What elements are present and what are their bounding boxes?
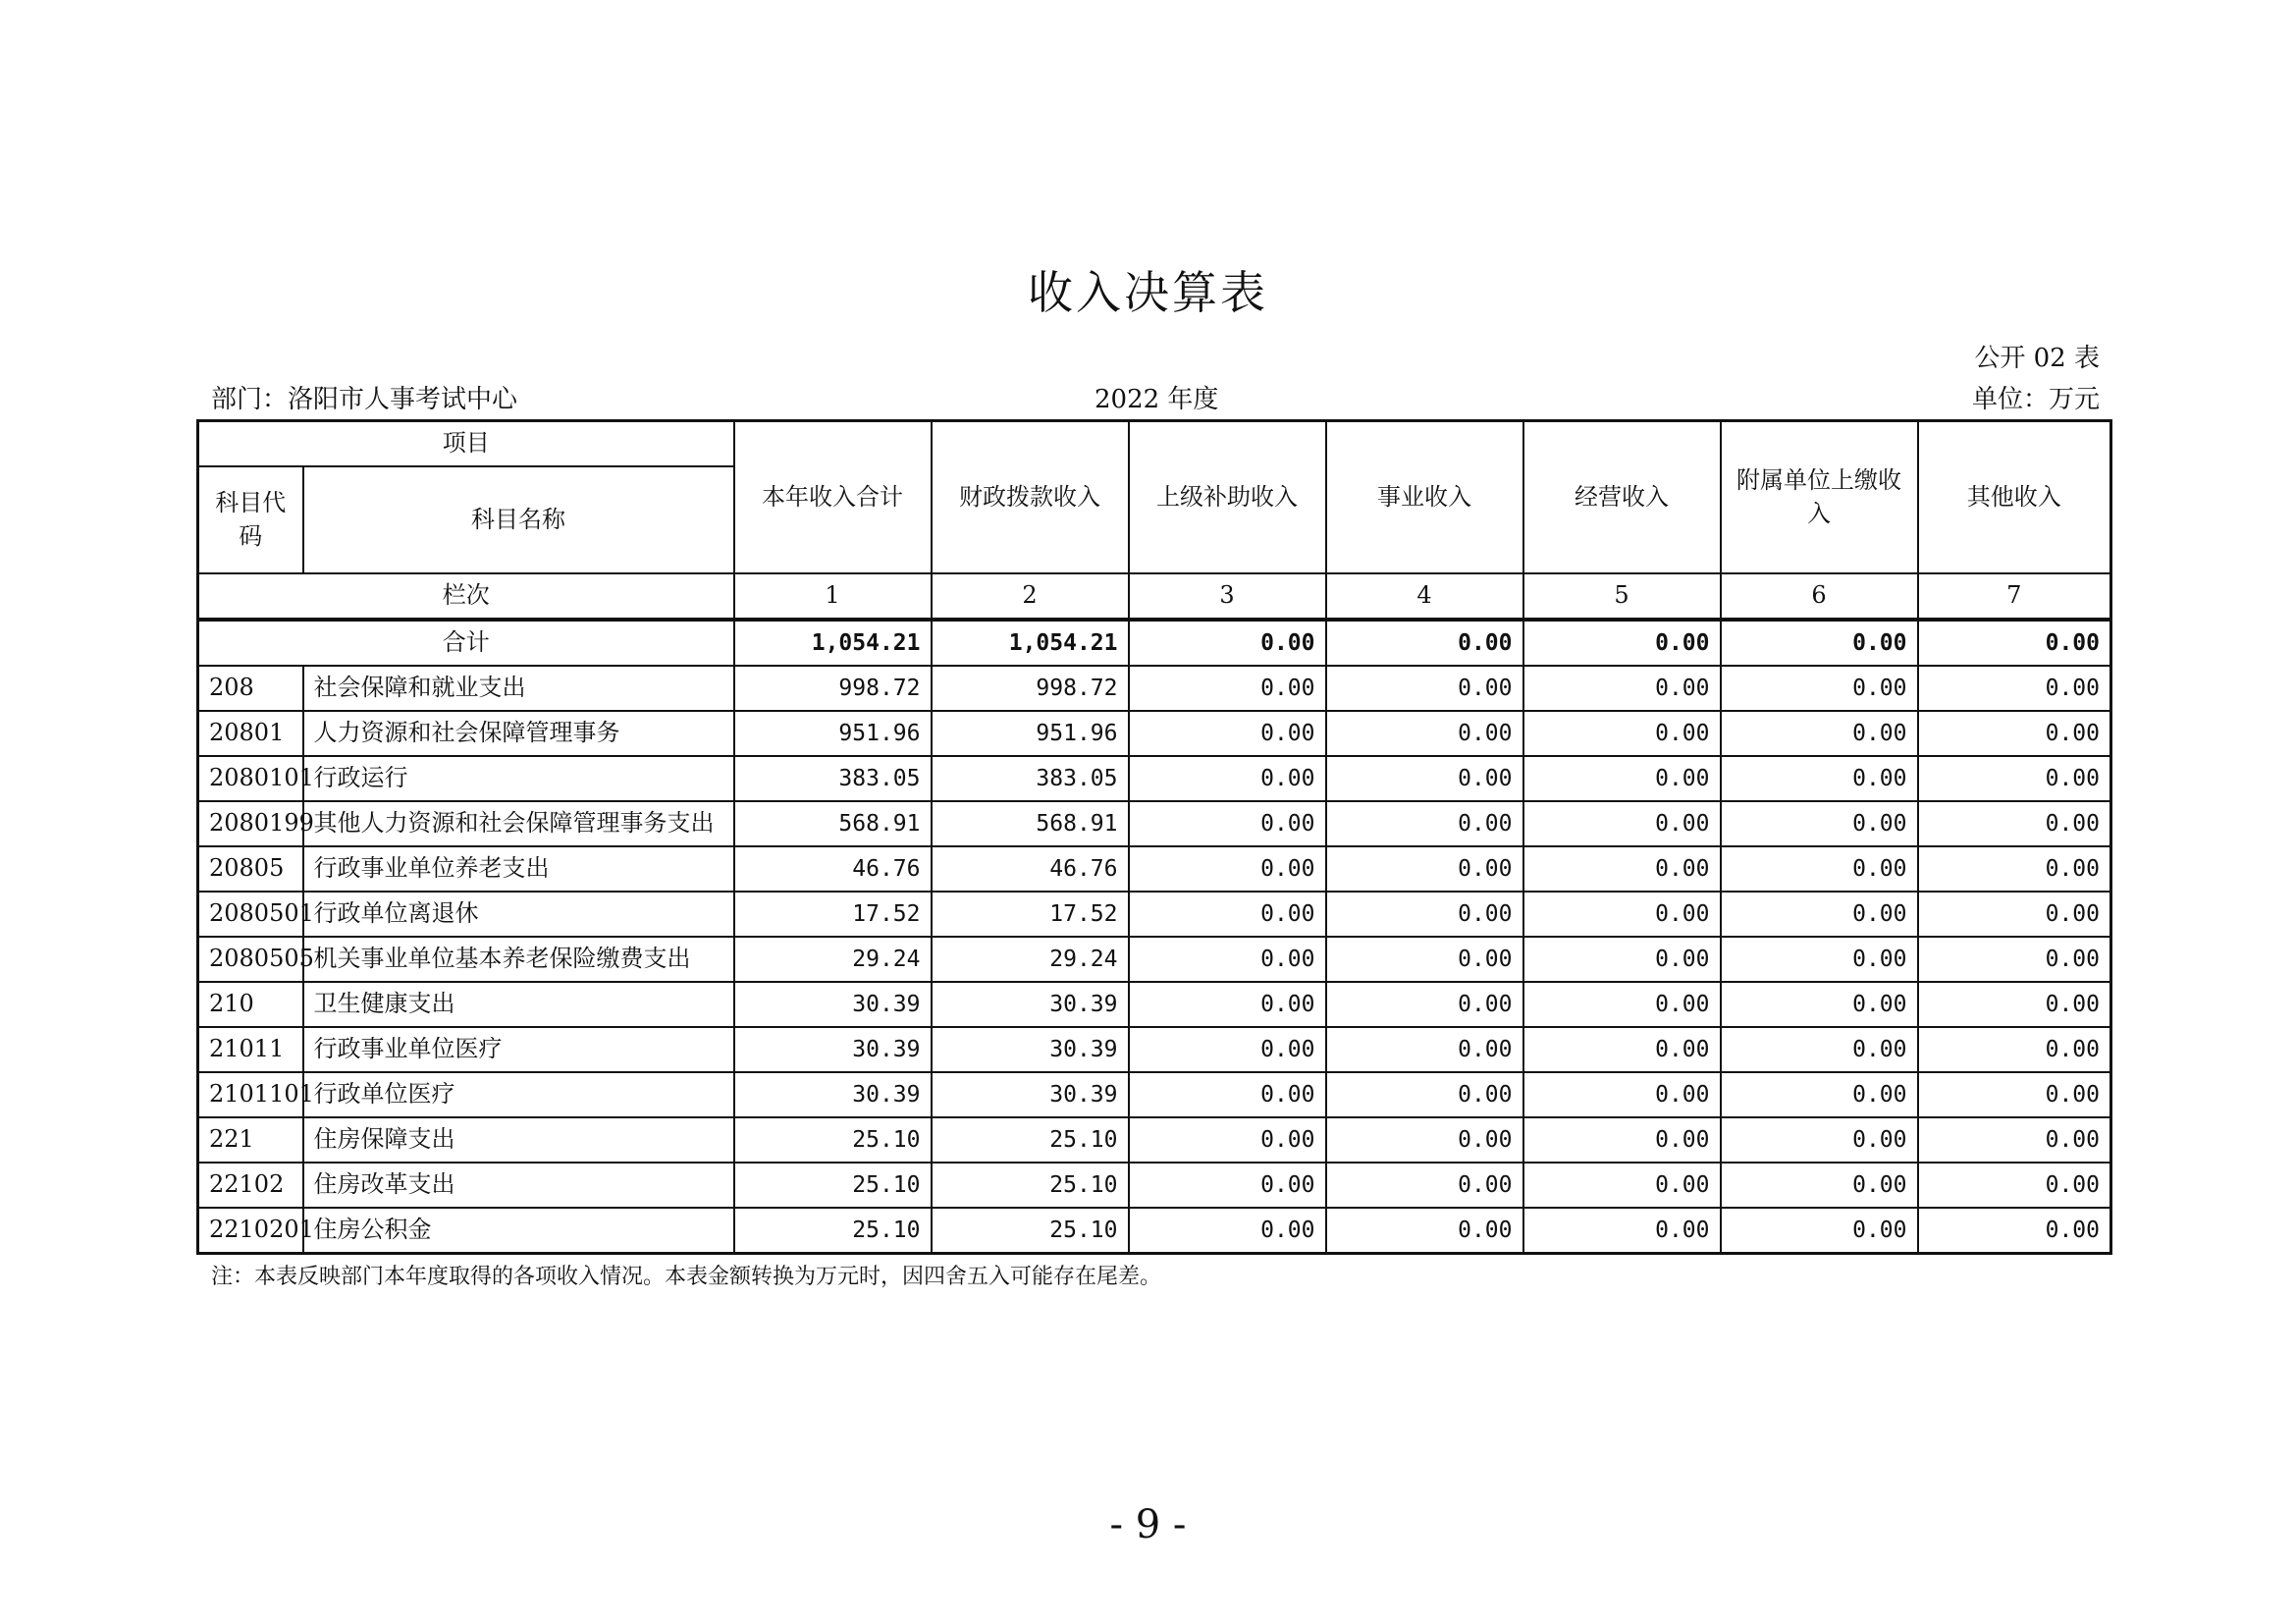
amount-cell: 0.00 (1918, 711, 2111, 756)
subject-code: 20801 (198, 711, 303, 756)
amount-cell: 0.00 (1129, 1072, 1326, 1117)
table-row (198, 982, 2111, 1027)
amount-cell: 0.00 (1918, 1027, 2111, 1072)
amount-cell: 30.39 (932, 982, 1129, 1027)
subject-code: 208 (198, 666, 303, 711)
amount-cell: 0.00 (1523, 892, 1721, 937)
total-value: 0.00 (1721, 620, 1918, 666)
subject-code: 2101101 (198, 1072, 303, 1117)
table-row (198, 1072, 2111, 1117)
subject-name: 人力资源和社会保障管理事务 (303, 711, 734, 756)
amount-cell: 0.00 (1523, 1163, 1721, 1208)
header-col-total-income: 本年收入合计 (734, 421, 932, 574)
amount-cell: 0.00 (1326, 1163, 1523, 1208)
amount-cell: 0.00 (1918, 937, 2111, 982)
total-value: 0.00 (1523, 620, 1721, 666)
footnote: 注：本表反映部门本年度取得的各项收入情况。本表金额转换为万元时，因四舍五入可能存在尾差。 (211, 1265, 1162, 1289)
total-value: 1,054.21 (734, 620, 932, 666)
amount-cell: 0.00 (1721, 892, 1918, 937)
amount-cell: 30.39 (932, 1072, 1129, 1117)
amount-cell: 0.00 (1129, 1163, 1326, 1208)
amount-cell: 0.00 (1918, 1117, 2111, 1163)
index-7: 7 (1918, 573, 2111, 620)
header-col-business-income: 事业收入 (1326, 421, 1523, 574)
subject-code: 2080199 (198, 801, 303, 846)
index-5: 5 (1523, 573, 1721, 620)
total-value: 0.00 (1129, 620, 1326, 666)
amount-cell: 0.00 (1918, 666, 2111, 711)
amount-cell: 0.00 (1129, 711, 1326, 756)
index-2: 2 (932, 573, 1129, 620)
header-col-fiscal-allocation: 财政拨款收入 (932, 421, 1129, 574)
subject-name: 住房保障支出 (303, 1117, 734, 1163)
header-col-superior-subsidy: 上级补助收入 (1129, 421, 1326, 574)
amount-cell: 29.24 (734, 937, 932, 982)
amount-cell: 0.00 (1918, 1208, 2111, 1254)
header-col-operating-income: 经营收入 (1523, 421, 1721, 574)
amount-cell: 0.00 (1721, 1117, 1918, 1163)
amount-cell: 0.00 (1326, 892, 1523, 937)
total-row (198, 620, 2111, 666)
amount-cell: 30.39 (734, 1027, 932, 1072)
subject-code: 2210201 (198, 1208, 303, 1254)
amount-cell: 0.00 (1326, 1117, 1523, 1163)
subject-name: 住房改革支出 (303, 1163, 734, 1208)
amount-cell: 0.00 (1523, 982, 1721, 1027)
amount-cell: 0.00 (1523, 711, 1721, 756)
table-row (198, 1027, 2111, 1072)
amount-cell: 0.00 (1721, 1208, 1918, 1254)
table-row (198, 892, 2111, 937)
amount-cell: 0.00 (1129, 1208, 1326, 1254)
amount-cell: 0.00 (1523, 1208, 1721, 1254)
subject-name: 行政单位离退休 (303, 892, 734, 937)
amount-cell: 0.00 (1721, 937, 1918, 982)
amount-cell: 0.00 (1721, 982, 1918, 1027)
amount-cell: 998.72 (932, 666, 1129, 711)
amount-cell: 0.00 (1918, 756, 2111, 801)
amount-cell: 0.00 (1721, 756, 1918, 801)
header-item: 项目 (198, 421, 734, 467)
amount-cell: 0.00 (1721, 801, 1918, 846)
amount-cell: 0.00 (1918, 892, 2111, 937)
amount-cell: 29.24 (932, 937, 1129, 982)
subject-name: 住房公积金 (303, 1208, 734, 1254)
amount-cell: 0.00 (1523, 756, 1721, 801)
page-number: - 9 - (1109, 1502, 1187, 1547)
header-col-affiliated-remittance: 附属单位上缴收入 (1721, 421, 1918, 574)
table-row (198, 756, 2111, 801)
subject-name: 行政单位医疗 (303, 1072, 734, 1117)
subject-name: 其他人力资源和社会保障管理事务支出 (303, 801, 734, 846)
income-final-accounts-table (196, 419, 2112, 1255)
amount-cell: 0.00 (1523, 666, 1721, 711)
amount-cell: 25.10 (932, 1117, 1129, 1163)
header-subject-name: 科目名称 (303, 466, 734, 573)
form-number: 公开 02 表 (1974, 344, 2100, 373)
total-value: 0.00 (1326, 620, 1523, 666)
amount-cell: 25.10 (734, 1163, 932, 1208)
amount-cell: 0.00 (1129, 892, 1326, 937)
amount-cell: 25.10 (734, 1208, 932, 1254)
subject-name: 行政运行 (303, 756, 734, 801)
amount-cell: 0.00 (1918, 801, 2111, 846)
amount-cell: 0.00 (1129, 666, 1326, 711)
subject-code: 2080101 (198, 756, 303, 801)
header-col-other-income: 其他收入 (1918, 421, 2111, 574)
amount-cell: 0.00 (1523, 937, 1721, 982)
amount-cell: 568.91 (932, 801, 1129, 846)
amount-cell: 0.00 (1721, 1072, 1918, 1117)
table-row (198, 711, 2111, 756)
amount-cell: 568.91 (734, 801, 932, 846)
subject-code: 20805 (198, 846, 303, 892)
amount-cell: 17.52 (734, 892, 932, 937)
amount-cell: 0.00 (1721, 711, 1918, 756)
subject-code: 22102 (198, 1163, 303, 1208)
index-3: 3 (1129, 573, 1326, 620)
amount-cell: 0.00 (1326, 756, 1523, 801)
table-row (198, 666, 2111, 711)
amount-cell: 0.00 (1326, 666, 1523, 711)
amount-cell: 0.00 (1129, 1117, 1326, 1163)
amount-cell: 383.05 (932, 756, 1129, 801)
amount-cell: 0.00 (1129, 801, 1326, 846)
table-row (198, 937, 2111, 982)
amount-cell: 0.00 (1129, 1027, 1326, 1072)
amount-cell: 0.00 (1129, 937, 1326, 982)
amount-cell: 0.00 (1129, 756, 1326, 801)
amount-cell: 30.39 (932, 1027, 1129, 1072)
department-label: 部门：洛阳市人事考试中心 (211, 385, 518, 414)
table-row (198, 801, 2111, 846)
amount-cell: 0.00 (1918, 982, 2111, 1027)
amount-cell: 0.00 (1129, 846, 1326, 892)
amount-cell: 951.96 (734, 711, 932, 756)
unit-label: 单位：万元 (1971, 385, 2100, 414)
amount-cell: 383.05 (734, 756, 932, 801)
amount-cell: 0.00 (1326, 937, 1523, 982)
table-row (198, 1117, 2111, 1163)
header-subject-code: 科目代码 (198, 466, 303, 573)
total-label: 合计 (198, 620, 734, 666)
amount-cell: 0.00 (1721, 846, 1918, 892)
amount-cell: 0.00 (1918, 1072, 2111, 1117)
amount-cell: 46.76 (734, 846, 932, 892)
amount-cell: 0.00 (1523, 801, 1721, 846)
subject-name: 行政事业单位养老支出 (303, 846, 734, 892)
amount-cell: 0.00 (1326, 982, 1523, 1027)
amount-cell: 0.00 (1326, 1208, 1523, 1254)
subject-code: 21011 (198, 1027, 303, 1072)
table-row (198, 846, 2111, 892)
subject-name: 行政事业单位医疗 (303, 1027, 734, 1072)
amount-cell: 998.72 (734, 666, 932, 711)
amount-cell: 0.00 (1721, 666, 1918, 711)
subject-code: 2080505 (198, 937, 303, 982)
total-value: 0.00 (1918, 620, 2111, 666)
amount-cell: 30.39 (734, 1072, 932, 1117)
total-value: 1,054.21 (932, 620, 1129, 666)
amount-cell: 0.00 (1326, 711, 1523, 756)
subject-name: 机关事业单位基本养老保险缴费支出 (303, 937, 734, 982)
subject-code: 2080501 (198, 892, 303, 937)
amount-cell: 0.00 (1918, 846, 2111, 892)
fiscal-year: 2022 年度 (1095, 385, 1219, 414)
amount-cell: 0.00 (1129, 982, 1326, 1027)
amount-cell: 0.00 (1523, 1072, 1721, 1117)
amount-cell: 17.52 (932, 892, 1129, 937)
subject-name: 卫生健康支出 (303, 982, 734, 1027)
amount-cell: 0.00 (1721, 1163, 1918, 1208)
amount-cell: 25.10 (932, 1208, 1129, 1254)
index-4: 4 (1326, 573, 1523, 620)
index-row-label: 栏次 (198, 573, 734, 620)
amount-cell: 0.00 (1326, 1072, 1523, 1117)
index-1: 1 (734, 573, 932, 620)
amount-cell: 0.00 (1523, 1027, 1721, 1072)
amount-cell: 0.00 (1918, 1163, 2111, 1208)
index-6: 6 (1721, 573, 1918, 620)
amount-cell: 0.00 (1326, 801, 1523, 846)
subject-code: 210 (198, 982, 303, 1027)
amount-cell: 0.00 (1523, 1117, 1721, 1163)
amount-cell: 0.00 (1523, 846, 1721, 892)
page-title: 收入决算表 (1028, 266, 1268, 319)
amount-cell: 46.76 (932, 846, 1129, 892)
amount-cell: 0.00 (1326, 846, 1523, 892)
table-row (198, 1208, 2111, 1254)
amount-cell: 30.39 (734, 982, 932, 1027)
subject-name: 社会保障和就业支出 (303, 666, 734, 711)
amount-cell: 0.00 (1721, 1027, 1918, 1072)
amount-cell: 25.10 (734, 1117, 932, 1163)
table-row (198, 1163, 2111, 1208)
amount-cell: 951.96 (932, 711, 1129, 756)
amount-cell: 0.00 (1326, 1027, 1523, 1072)
subject-code: 221 (198, 1117, 303, 1163)
amount-cell: 25.10 (932, 1163, 1129, 1208)
